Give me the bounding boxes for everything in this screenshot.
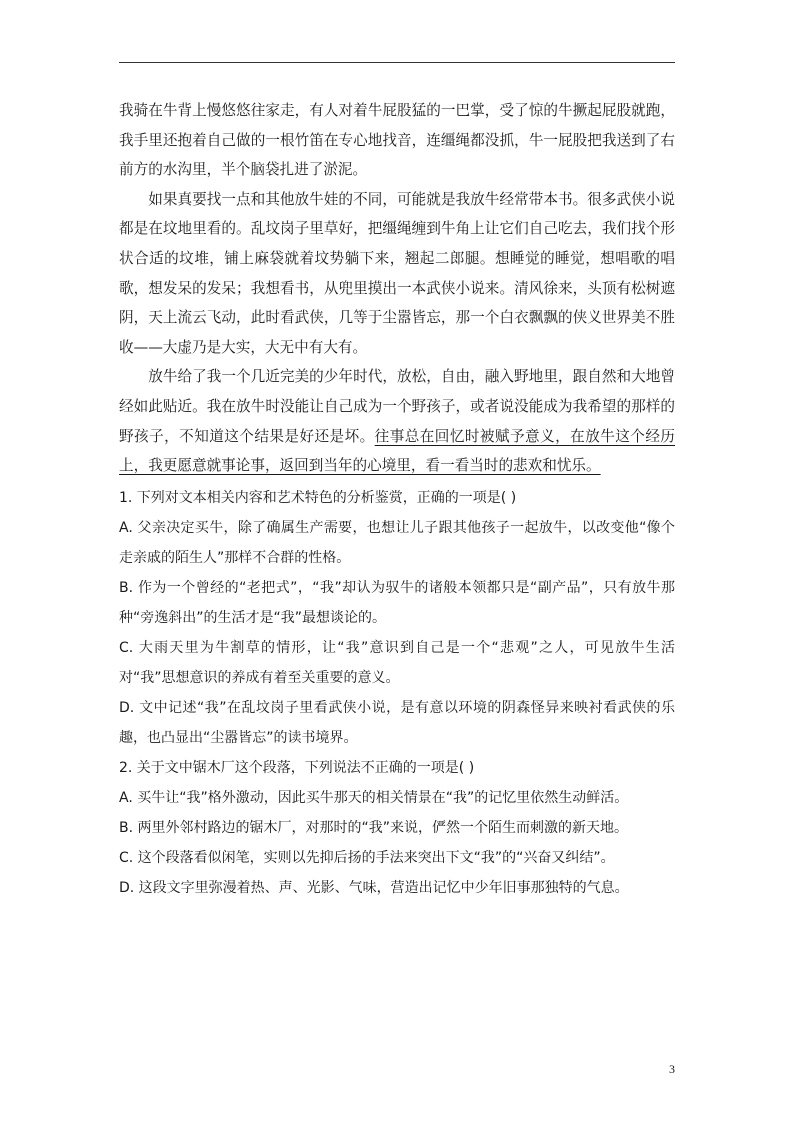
question-2-option-a: A. 买牛让“我”格外激动，因此买牛那天的相关情景在“我”的记忆里依然生动鲜活。 bbox=[119, 789, 629, 806]
question-2 bbox=[119, 753, 675, 903]
question-2-option-d: D. 这段文字里弥漫着热、声、光影、气味，营造出记忆中少年旧事那独特的气息。 bbox=[119, 879, 629, 896]
question-1-option-a: A. 父亲决定买牛，除了确属生产需要，也想让儿子跟其他孩子一起放牛，以改变他“像个走亲戚的陌生人”那样不合群的性格。 bbox=[119, 519, 675, 566]
page-content bbox=[119, 96, 675, 903]
question-2-option-c: C. 这个段落看似闲笔，实则以先抑后扬的手法来突出下文“我”的“兴奋又纠结”。 bbox=[119, 849, 615, 866]
question-1 bbox=[119, 483, 675, 753]
question-1-option-d: D. 文中记述“我”在乱坟岗子里看武侠小说，是有意以环境的阴森怪异来映衬看武侠的乐趣，也凸显出“尘嚣皆忘”的读书境界。 bbox=[119, 699, 675, 746]
passage-paragraph-3 bbox=[119, 362, 675, 480]
page-number: 3 bbox=[669, 1062, 675, 1076]
question-1-stem: 1. 下列对文本相关内容和艺术特色的分析鉴赏，正确的一项是( ) bbox=[119, 489, 517, 506]
passage-paragraph-1: 我骑在牛背上慢悠悠往家走，有人对着牛屁股猛的一巴掌，受了惊的牛撅起屁股就跑，我手里还抱着自己做的一根竹笛在专心地找音，连缰绳都没抓，牛一屁股把我送到了右前方的水沟里，半个脑袋扎进了淤泥。 bbox=[119, 102, 675, 179]
question-1-option-b: B. 作为一个曾经的“老把式”，“我”却认为驭牛的诸般本领都只是“副产品”，只有放牛那种“旁逸斜出”的生活才是“我”最想谈论的。 bbox=[119, 579, 675, 626]
underlined-sentence: 往事总在回忆时被赋予意义，在放牛这个经历上，我更愿意就事论事，返回到当年的心境里，看一看当时的悲欢和忧乐。 bbox=[119, 427, 675, 475]
question-2-option-b: B. 两里外邻村路边的锯木厂，对那时的“我”来说，俨然一个陌生而刺激的新天地。 bbox=[119, 819, 629, 836]
question-1-option-c: C. 大雨天里为牛割草的情形，让“我”意识到自己是一个“悲观”之人，可见放牛生活对“我”思想意识的养成有着至关重要的意义。 bbox=[119, 639, 675, 686]
header-rule bbox=[119, 62, 675, 63]
question-2-stem: 2. 关于文中锯木厂这个段落，下列说法不正确的一项是( ) bbox=[119, 759, 475, 776]
passage-paragraph-2: 如果真要找一点和其他放牛娃的不同，可能就是我放牛经常带本书。很多武侠小说都是在坟地里看的。乱坟岗子里草好，把缰绳缠到牛角上让它们自己吃去，我们找个形状合适的坟堆，铺上麻袋就着坟势躺下来，翘起二郎腿。想睡觉的睡觉，想唱歌的唱歌，想发呆的发呆；我想看书，从兜里摸出一本武侠小说来。清风徐来，头顶有松树遮阴，天上流云飞动，此时看武侠，几等于尘嚣皆忘，那一个白衣飘飘的侠义世界美不胜收——大虚乃是大实，大无中有大有。 bbox=[119, 190, 675, 356]
passage-paragraph-3-text: 放牛给了我一个几近完美的少年时代，放松，自由，融入野地里，跟自然和大地曾经如此贴近。我在放牛时没能让自己成为一个野孩子，或者说没能成为我希望的那样的野孩子，不知道这个结果是好还是坏。 bbox=[119, 368, 675, 445]
